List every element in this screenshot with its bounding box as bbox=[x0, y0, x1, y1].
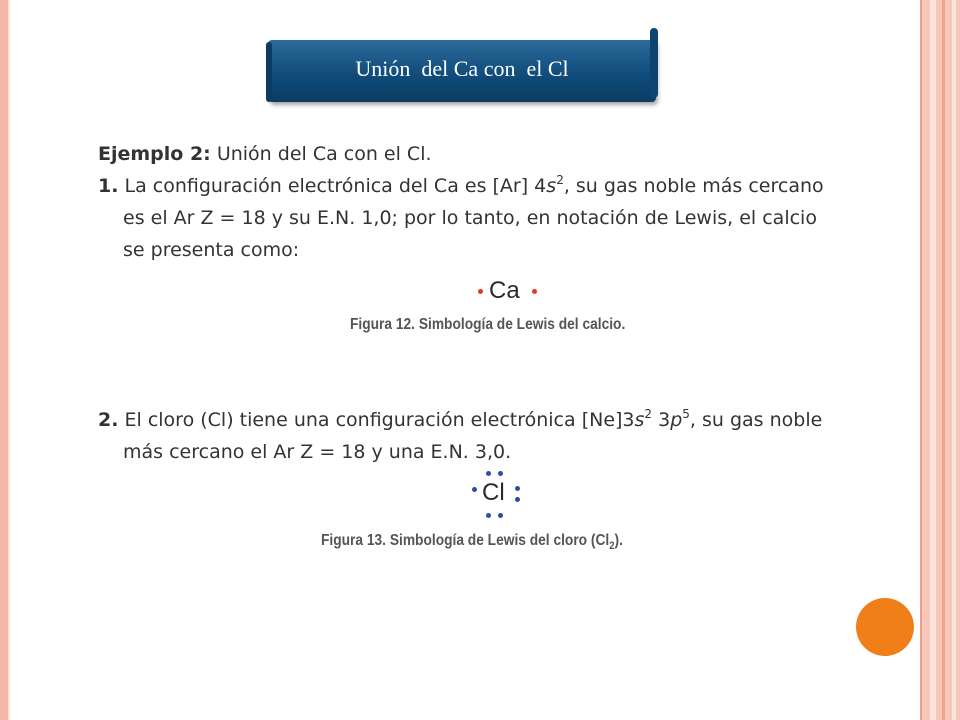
item2-text-b: , su gas noble bbox=[689, 409, 823, 431]
example-heading-text: Unión del Ca con el Cl. bbox=[210, 143, 432, 165]
cl-dot-bottom-1 bbox=[486, 513, 491, 518]
figure13-caption-end: ). bbox=[614, 532, 623, 549]
cl-dot-top-2 bbox=[498, 471, 503, 476]
item2-orbital-p: p bbox=[670, 409, 683, 431]
item2-superscript-2: 5 bbox=[682, 407, 690, 421]
document-image bbox=[80, 120, 920, 580]
item1-text-a: La configuración electrónica del Ca es [Ar] 4 bbox=[124, 175, 547, 197]
item2-number: 2. bbox=[98, 409, 119, 431]
cl-symbol: Cl bbox=[482, 479, 505, 506]
cl-dot-left bbox=[472, 487, 477, 492]
item2-text-mid: 3 bbox=[652, 409, 671, 431]
item1-orbital: s bbox=[546, 175, 557, 197]
item1-text-b: , su gas noble más cercano bbox=[563, 175, 824, 197]
ca-valence-dot-left bbox=[478, 289, 483, 294]
item2-orbital-s: s bbox=[634, 409, 645, 431]
decorative-orange-circle bbox=[856, 598, 914, 656]
example-heading-label: Ejemplo 2: bbox=[98, 143, 211, 165]
cl-dot-right-1 bbox=[515, 486, 520, 491]
cl-dot-right-2 bbox=[515, 497, 520, 502]
ca-valence-dot-right bbox=[532, 289, 537, 294]
figure12-caption: Figura 12. Simbología de Lewis del calcio. bbox=[350, 316, 626, 333]
item1-line3: se presenta como: bbox=[123, 239, 300, 261]
item1-line1 bbox=[98, 170, 824, 202]
example-heading bbox=[98, 138, 432, 170]
slide-title: Unión del Ca con el Cl bbox=[355, 56, 569, 81]
item1-line2: es el Ar Z = 18 y su E.N. 1,0; por lo tanto, en notación de Lewis, el calcio bbox=[123, 207, 817, 229]
slide-title-banner bbox=[268, 40, 656, 102]
item2-line1 bbox=[98, 404, 822, 436]
item2-line2: más cercano el Ar Z = 18 y una E.N. 3,0. bbox=[123, 441, 512, 463]
cl-dot-bottom-2 bbox=[498, 513, 503, 518]
figure13-caption-text: Figura 13. Simbología de Lewis del cloro (Cl bbox=[321, 532, 610, 549]
item1-superscript: 2 bbox=[556, 173, 564, 187]
item2-text-a: El cloro (Cl) tiene una configuración electrónica [Ne]3 bbox=[124, 409, 635, 431]
left-border-decoration bbox=[0, 0, 8, 720]
cl-dot-top-1 bbox=[486, 471, 491, 476]
item1-number: 1. bbox=[98, 175, 119, 197]
right-border-decoration bbox=[920, 0, 960, 720]
figure13-caption bbox=[321, 532, 623, 550]
item2-superscript-1: 2 bbox=[644, 407, 653, 421]
figure13-caption-subscript: 2 bbox=[609, 540, 615, 552]
ca-symbol: Ca bbox=[489, 277, 520, 304]
